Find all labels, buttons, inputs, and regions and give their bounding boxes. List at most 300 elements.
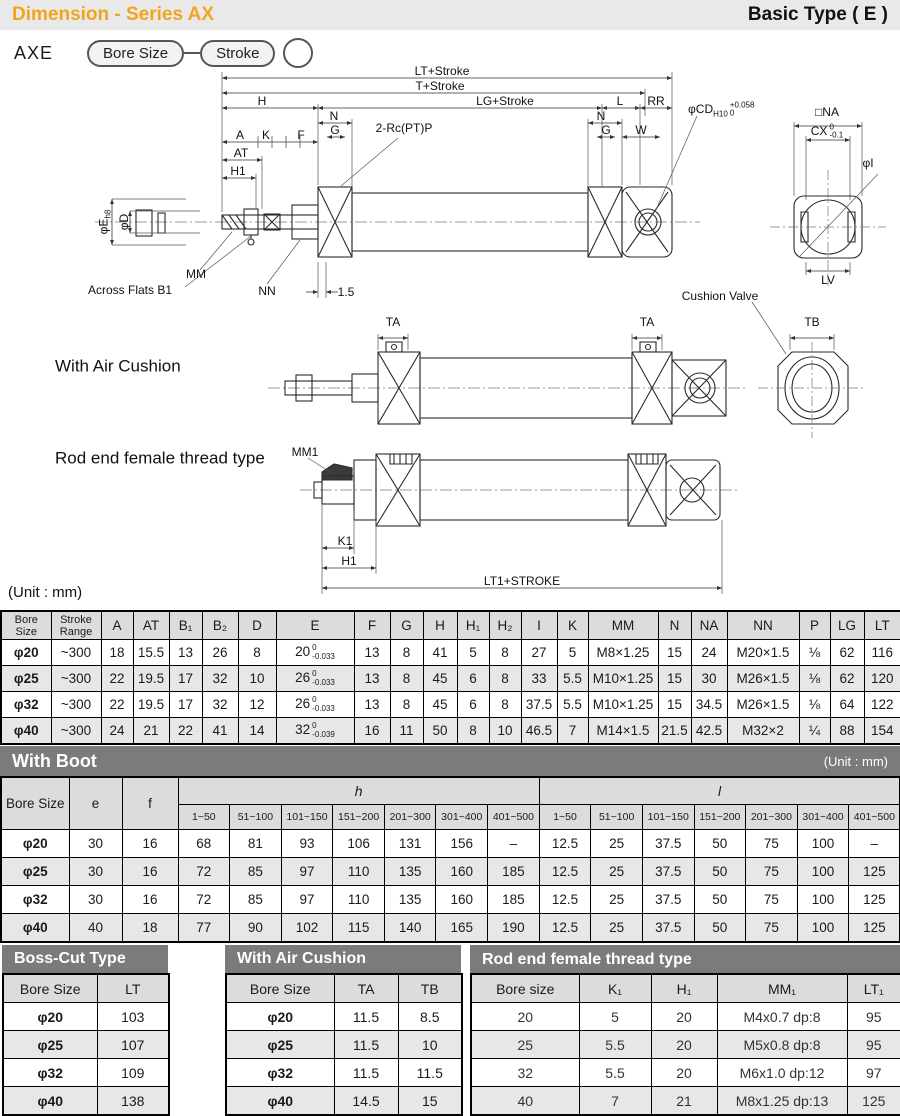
table-cell: 32: [202, 692, 238, 718]
column-header: AT: [133, 611, 169, 640]
table-cell: 64: [830, 692, 864, 718]
column-header: 101~150: [281, 805, 333, 830]
table-cell: ~300: [51, 640, 101, 666]
port-label: 2-Rc(PT)P: [375, 121, 433, 135]
table-cell: 32: [202, 666, 238, 692]
table-cell: 77: [178, 914, 230, 943]
table-row: [1, 914, 900, 943]
table-cell: 27: [521, 640, 557, 666]
table-cell: 8: [238, 640, 276, 666]
table-cell: 135: [384, 858, 436, 886]
table-cell: 100: [797, 886, 849, 914]
air-cushion-drawing-title: With Air Cushion: [55, 356, 181, 376]
table-cell: 16: [122, 886, 178, 914]
table-cell: 21.5: [658, 718, 691, 745]
table-row: [226, 1031, 462, 1059]
table-cell: 19.5: [133, 666, 169, 692]
dim-label-l: L: [616, 94, 624, 108]
table-row: [1, 858, 900, 886]
air-cushion-title: With Air Cushion: [237, 950, 367, 967]
column-header: I: [521, 611, 557, 640]
model-code-row: [14, 38, 313, 68]
boss-cut-title-bar: [2, 945, 168, 973]
air-cushion-title-bar: [225, 945, 461, 973]
table-cell: 20: [471, 1003, 579, 1031]
table-cell: 120: [864, 666, 900, 692]
table-cell: 131: [384, 830, 436, 858]
table-cell: 25: [591, 858, 643, 886]
column-header: 51~100: [230, 805, 282, 830]
dim-label-lv: LV: [821, 273, 835, 287]
cushion-valve-label: Cushion Valve: [681, 289, 759, 303]
table-cell: 185: [488, 886, 540, 914]
dim-label-t-stroke: T+Stroke: [415, 79, 465, 93]
table-cell: 5.5: [579, 1059, 651, 1087]
table-cell: 46.5: [521, 718, 557, 745]
table-cell: M26×1.5: [727, 666, 799, 692]
table-cell: 50: [694, 886, 746, 914]
column-header: NN: [727, 611, 799, 640]
table-cell: 8: [390, 666, 423, 692]
table-cell: 8: [457, 718, 489, 745]
table-cell: 8: [390, 692, 423, 718]
table-cell: 26 0 -0.033: [276, 692, 354, 718]
table-row: [471, 1003, 900, 1031]
column-group-h: h: [178, 777, 539, 805]
table-cell: M32×2: [727, 718, 799, 745]
table-cell: 81: [230, 830, 282, 858]
dim-label-cx: CX 0 -0.1: [810, 122, 844, 140]
table-cell: 125: [849, 858, 900, 886]
table-cell: 32 0 -0.039: [276, 718, 354, 745]
table-cell: 12.5: [539, 830, 591, 858]
table-cell: 165: [436, 914, 488, 943]
table-cell: 107: [97, 1031, 169, 1059]
dim-label-na: □NA: [815, 105, 839, 119]
table-cell: 72: [178, 858, 230, 886]
pill-connector: [184, 52, 200, 54]
dim-label-h: H: [257, 94, 267, 108]
dim-label-ta-right: TA: [639, 315, 655, 329]
table-cell: 25: [591, 886, 643, 914]
column-header: D: [238, 611, 276, 640]
table-cell: 20: [651, 1059, 717, 1087]
table-cell: M8×1.25: [588, 640, 658, 666]
table-cell: 41: [202, 718, 238, 745]
column-header: 301~400: [436, 805, 488, 830]
table-cell: 10: [489, 718, 521, 745]
table-cell: 154: [864, 718, 900, 745]
dim-label-n-right: N: [596, 109, 606, 123]
dim-label-nn: NN: [258, 284, 276, 298]
column-header: P: [799, 611, 830, 640]
table-cell: 5: [457, 640, 489, 666]
table-cell: 135: [384, 886, 436, 914]
table-cell: 62: [830, 640, 864, 666]
table-cell: M10×1.25: [588, 692, 658, 718]
table-cell: 30: [69, 886, 122, 914]
table-cell: 5.5: [557, 692, 588, 718]
column-header: Bore Size: [226, 974, 334, 1003]
table-cell: 30: [69, 858, 122, 886]
page-title: Dimension - Series AX: [12, 4, 215, 25]
table-row: [226, 1059, 462, 1087]
table-cell: 20: [651, 1003, 717, 1031]
dim-label-f: F: [297, 128, 305, 142]
table-cell: 37.5: [521, 692, 557, 718]
table-cell: 5: [557, 640, 588, 666]
dim-label-cd: φCD$_{H10}$ +0.058 0: [688, 100, 755, 119]
table-cell: M4x0.7 dp:8: [717, 1003, 847, 1031]
table-cell: 11.5: [334, 1003, 398, 1031]
boss-cut-header-row: [3, 974, 169, 1003]
column-header: A: [101, 611, 133, 640]
table-cell: 13: [169, 640, 202, 666]
column-header: 151~200: [694, 805, 746, 830]
table-row: [471, 1031, 900, 1059]
table-cell: 22: [169, 718, 202, 745]
table-cell: 93: [281, 830, 333, 858]
table-cell: 140: [384, 914, 436, 943]
column-header: K₁: [579, 974, 651, 1003]
table-cell: 103: [97, 1003, 169, 1031]
dim-label-e: $\varphi E_{h8}$: [96, 209, 113, 235]
table-cell: M14×1.5: [588, 718, 658, 745]
column-header: 301~400: [797, 805, 849, 830]
table-row: [226, 1087, 462, 1116]
dim-label-lg-stroke: LG+Stroke: [476, 94, 534, 108]
column-header: F: [354, 611, 390, 640]
column-header: H₁: [651, 974, 717, 1003]
table-row: [3, 1003, 169, 1031]
column-header: Bore Size: [1, 611, 51, 640]
table-cell: 37.5: [642, 858, 694, 886]
table-cell: 42.5: [691, 718, 727, 745]
table-cell: 25: [591, 914, 643, 943]
table-cell: φ32: [1, 692, 51, 718]
boot-header-row: [1, 777, 900, 805]
table-cell: φ40: [3, 1087, 97, 1116]
table-cell: φ25: [3, 1031, 97, 1059]
table-cell: 20 0 -0.033: [276, 640, 354, 666]
table-cell: φ32: [1, 886, 69, 914]
table-cell: 75: [746, 886, 798, 914]
table-cell: 22: [101, 692, 133, 718]
table-cell: 15: [658, 666, 691, 692]
table-cell: 125: [849, 886, 900, 914]
table-cell: φ40: [226, 1087, 334, 1116]
table-row: [3, 1087, 169, 1116]
table-cell: 45: [423, 666, 457, 692]
column-header: G: [390, 611, 423, 640]
option-circle: [283, 38, 313, 68]
column-header: H₂: [489, 611, 521, 640]
column-header: 151~200: [333, 805, 385, 830]
table-cell: φ40: [1, 914, 69, 943]
column-header: 401~500: [488, 805, 540, 830]
column-header: TB: [398, 974, 462, 1003]
boss-cut-title: Boss-Cut Type: [14, 950, 126, 967]
table-cell: M6x1.0 dp:12: [717, 1059, 847, 1087]
table-cell: 15: [398, 1087, 462, 1116]
column-header: 201~300: [746, 805, 798, 830]
table-cell: 88: [830, 718, 864, 745]
table-cell: 40: [471, 1087, 579, 1116]
table-cell: 75: [746, 858, 798, 886]
table-cell: ⅛: [799, 640, 830, 666]
table-cell: 21: [651, 1087, 717, 1116]
air-cushion-header-row: [226, 974, 462, 1003]
table-cell: φ25: [1, 666, 51, 692]
page-subtitle: Basic Type ( E ): [747, 4, 888, 25]
table-cell: 138: [97, 1087, 169, 1116]
table-cell: 16: [122, 830, 178, 858]
column-header: Bore Size: [3, 974, 97, 1003]
dim-label-a: A: [235, 128, 245, 142]
column-header: 1~50: [539, 805, 591, 830]
table-row: [471, 1087, 900, 1116]
column-header: 401~500: [849, 805, 900, 830]
table-cell: 25: [471, 1031, 579, 1059]
table-cell: 11: [390, 718, 423, 745]
rod-female-title: Rod end female thread type: [482, 951, 692, 968]
dim-label-gap: 1.5: [337, 285, 355, 299]
table-cell: 50: [694, 858, 746, 886]
table-cell: 15.5: [133, 640, 169, 666]
table-cell: 72: [178, 886, 230, 914]
table-cell: 18: [101, 640, 133, 666]
dim-label-i: φI: [862, 156, 874, 170]
column-header: LT: [864, 611, 900, 640]
table-cell: 13: [354, 666, 390, 692]
table-row: [1, 666, 900, 692]
table-cell: 30: [691, 666, 727, 692]
table-cell: M26×1.5: [727, 692, 799, 718]
table-cell: 190: [488, 914, 540, 943]
table-cell: 95: [847, 1031, 900, 1059]
table-cell: 13: [354, 692, 390, 718]
table-cell: 33: [521, 666, 557, 692]
table-cell: 40: [69, 914, 122, 943]
table-cell: φ20: [1, 830, 69, 858]
column-header: LT: [97, 974, 169, 1003]
table-row: [3, 1059, 169, 1087]
rod-female-drawing-title: Rod end female thread type: [55, 448, 265, 468]
table-cell: 90: [230, 914, 282, 943]
table-cell: 8: [489, 640, 521, 666]
column-header: 51~100: [591, 805, 643, 830]
table-cell: 116: [864, 640, 900, 666]
table-cell: 156: [436, 830, 488, 858]
table-cell: 12.5: [539, 858, 591, 886]
table-cell: φ40: [1, 718, 51, 745]
main-dimension-table: [0, 610, 900, 745]
header-bar: [0, 0, 900, 30]
table-cell: 125: [847, 1087, 900, 1116]
table-cell: ~300: [51, 692, 101, 718]
table-cell: 12.5: [539, 914, 591, 943]
column-header: MM₁: [717, 974, 847, 1003]
table-cell: 95: [847, 1003, 900, 1031]
table-cell: 26 0 -0.033: [276, 666, 354, 692]
column-header: e: [69, 777, 122, 830]
dim-label-h1-rodf: H1: [341, 554, 357, 568]
dim-label-tb: TB: [804, 315, 820, 329]
dim-label-h1: H1: [230, 164, 246, 178]
table-cell: φ25: [226, 1031, 334, 1059]
table-cell: φ20: [226, 1003, 334, 1031]
column-header: f: [122, 777, 178, 830]
table-row: [1, 718, 900, 745]
table-row: [471, 1059, 900, 1087]
table-cell: 26: [202, 640, 238, 666]
table-cell: 6: [457, 666, 489, 692]
column-header: 1~50: [178, 805, 230, 830]
column-header: Bore size: [471, 974, 579, 1003]
table-row: [1, 886, 900, 914]
dim-label-lt1-stroke: LT1+STROKE: [483, 574, 561, 588]
table-cell: 17: [169, 692, 202, 718]
column-header: Bore Size: [1, 777, 69, 830]
table-row: [226, 1003, 462, 1031]
table-cell: –: [849, 830, 900, 858]
table-cell: 19.5: [133, 692, 169, 718]
table-cell: 160: [436, 886, 488, 914]
table-row: [1, 830, 900, 858]
table-cell: 8: [489, 666, 521, 692]
table-cell: 37.5: [642, 830, 694, 858]
table-row: [3, 1031, 169, 1059]
table-cell: φ25: [1, 858, 69, 886]
column-header: LT₁: [847, 974, 900, 1003]
column-header: H: [423, 611, 457, 640]
table-cell: 17: [169, 666, 202, 692]
boss-cut-table: [2, 973, 170, 1116]
with-boot-title: With Boot: [12, 750, 97, 771]
table-cell: 75: [746, 914, 798, 943]
table-cell: 109: [97, 1059, 169, 1087]
table-cell: 25: [591, 830, 643, 858]
table-cell: 18: [122, 914, 178, 943]
column-header: N: [658, 611, 691, 640]
with-boot-unit: (Unit : mm): [823, 753, 888, 769]
table-cell: 24: [101, 718, 133, 745]
bore-size-pill: Bore Size: [87, 40, 184, 67]
table-cell: 97: [281, 858, 333, 886]
table-cell: –: [488, 830, 540, 858]
table-cell: 41: [423, 640, 457, 666]
table-cell: 8: [489, 692, 521, 718]
table-cell: ~300: [51, 666, 101, 692]
table-cell: 102: [281, 914, 333, 943]
across-flats-label: Across Flats B1: [87, 283, 173, 297]
table-cell: M8x1.25 dp:13: [717, 1087, 847, 1116]
table-row: [1, 640, 900, 666]
table-cell: φ32: [3, 1059, 97, 1087]
table-cell: 160: [436, 858, 488, 886]
table-cell: 32: [471, 1059, 579, 1087]
table-cell: φ32: [226, 1059, 334, 1087]
column-header: MM: [588, 611, 658, 640]
table-cell: 75: [746, 830, 798, 858]
table-cell: 21: [133, 718, 169, 745]
dim-label-g-right: G: [601, 123, 611, 137]
column-header: E: [276, 611, 354, 640]
table-cell: 122: [864, 692, 900, 718]
table-cell: M10×1.25: [588, 666, 658, 692]
table-cell: M20×1.5: [727, 640, 799, 666]
table-cell: 7: [557, 718, 588, 745]
table-cell: 100: [797, 830, 849, 858]
table-cell: 6: [457, 692, 489, 718]
table-cell: 110: [333, 886, 385, 914]
table-cell: 97: [281, 886, 333, 914]
table-cell: 13: [354, 640, 390, 666]
table-cell: 50: [694, 914, 746, 943]
table-cell: 68: [178, 830, 230, 858]
table-cell: 12.5: [539, 886, 591, 914]
table-cell: 50: [423, 718, 457, 745]
table-cell: 15: [658, 692, 691, 718]
rod-female-title-bar: [470, 945, 900, 975]
table-cell: 37.5: [642, 886, 694, 914]
column-group-l: l: [539, 777, 900, 805]
table-cell: 7: [579, 1087, 651, 1116]
table-cell: M5x0.8 dp:8: [717, 1031, 847, 1059]
technical-drawings: [0, 66, 900, 612]
rod-female-header-row: [471, 974, 900, 1003]
table-cell: 185: [488, 858, 540, 886]
dim-label-mm: MM: [186, 267, 206, 281]
table-cell: 11.5: [334, 1059, 398, 1087]
table-cell: φ20: [1, 640, 51, 666]
table-cell: 15: [658, 640, 691, 666]
table-cell: 16: [122, 858, 178, 886]
dim-label-mm1: MM1: [291, 445, 319, 459]
column-header: K: [557, 611, 588, 640]
table-cell: 10: [398, 1031, 462, 1059]
basic-type-drawing: [0, 66, 900, 306]
table-cell: 11.5: [398, 1059, 462, 1087]
table-cell: 8.5: [398, 1003, 462, 1031]
table-cell: 85: [230, 858, 282, 886]
dim-label-lt-stroke: LT+Stroke: [414, 64, 470, 78]
dim-label-at: AT: [233, 146, 249, 160]
air-cushion-table: [225, 973, 463, 1116]
model-code: AXE: [14, 42, 54, 63]
table-cell: 115: [333, 914, 385, 943]
with-boot-title-bar: [0, 746, 900, 776]
column-header: B₂: [202, 611, 238, 640]
table-cell: 24: [691, 640, 727, 666]
column-header: H₁: [457, 611, 489, 640]
table-cell: ¼: [799, 718, 830, 745]
dim-label-k: K: [261, 128, 271, 142]
table-cell: 5.5: [579, 1031, 651, 1059]
dim-label-g-left: G: [330, 123, 340, 137]
table-cell: 5: [579, 1003, 651, 1031]
table-cell: 97: [847, 1059, 900, 1087]
dim-label-ta-left: TA: [385, 315, 401, 329]
column-header: LG: [830, 611, 864, 640]
main-table-header-row: [1, 611, 900, 640]
dim-label-w: W: [635, 123, 647, 137]
table-cell: 85: [230, 886, 282, 914]
dim-label-d: φD: [117, 213, 131, 231]
table-cell: ⅛: [799, 692, 830, 718]
column-header: 101~150: [642, 805, 694, 830]
table-row: [1, 692, 900, 718]
